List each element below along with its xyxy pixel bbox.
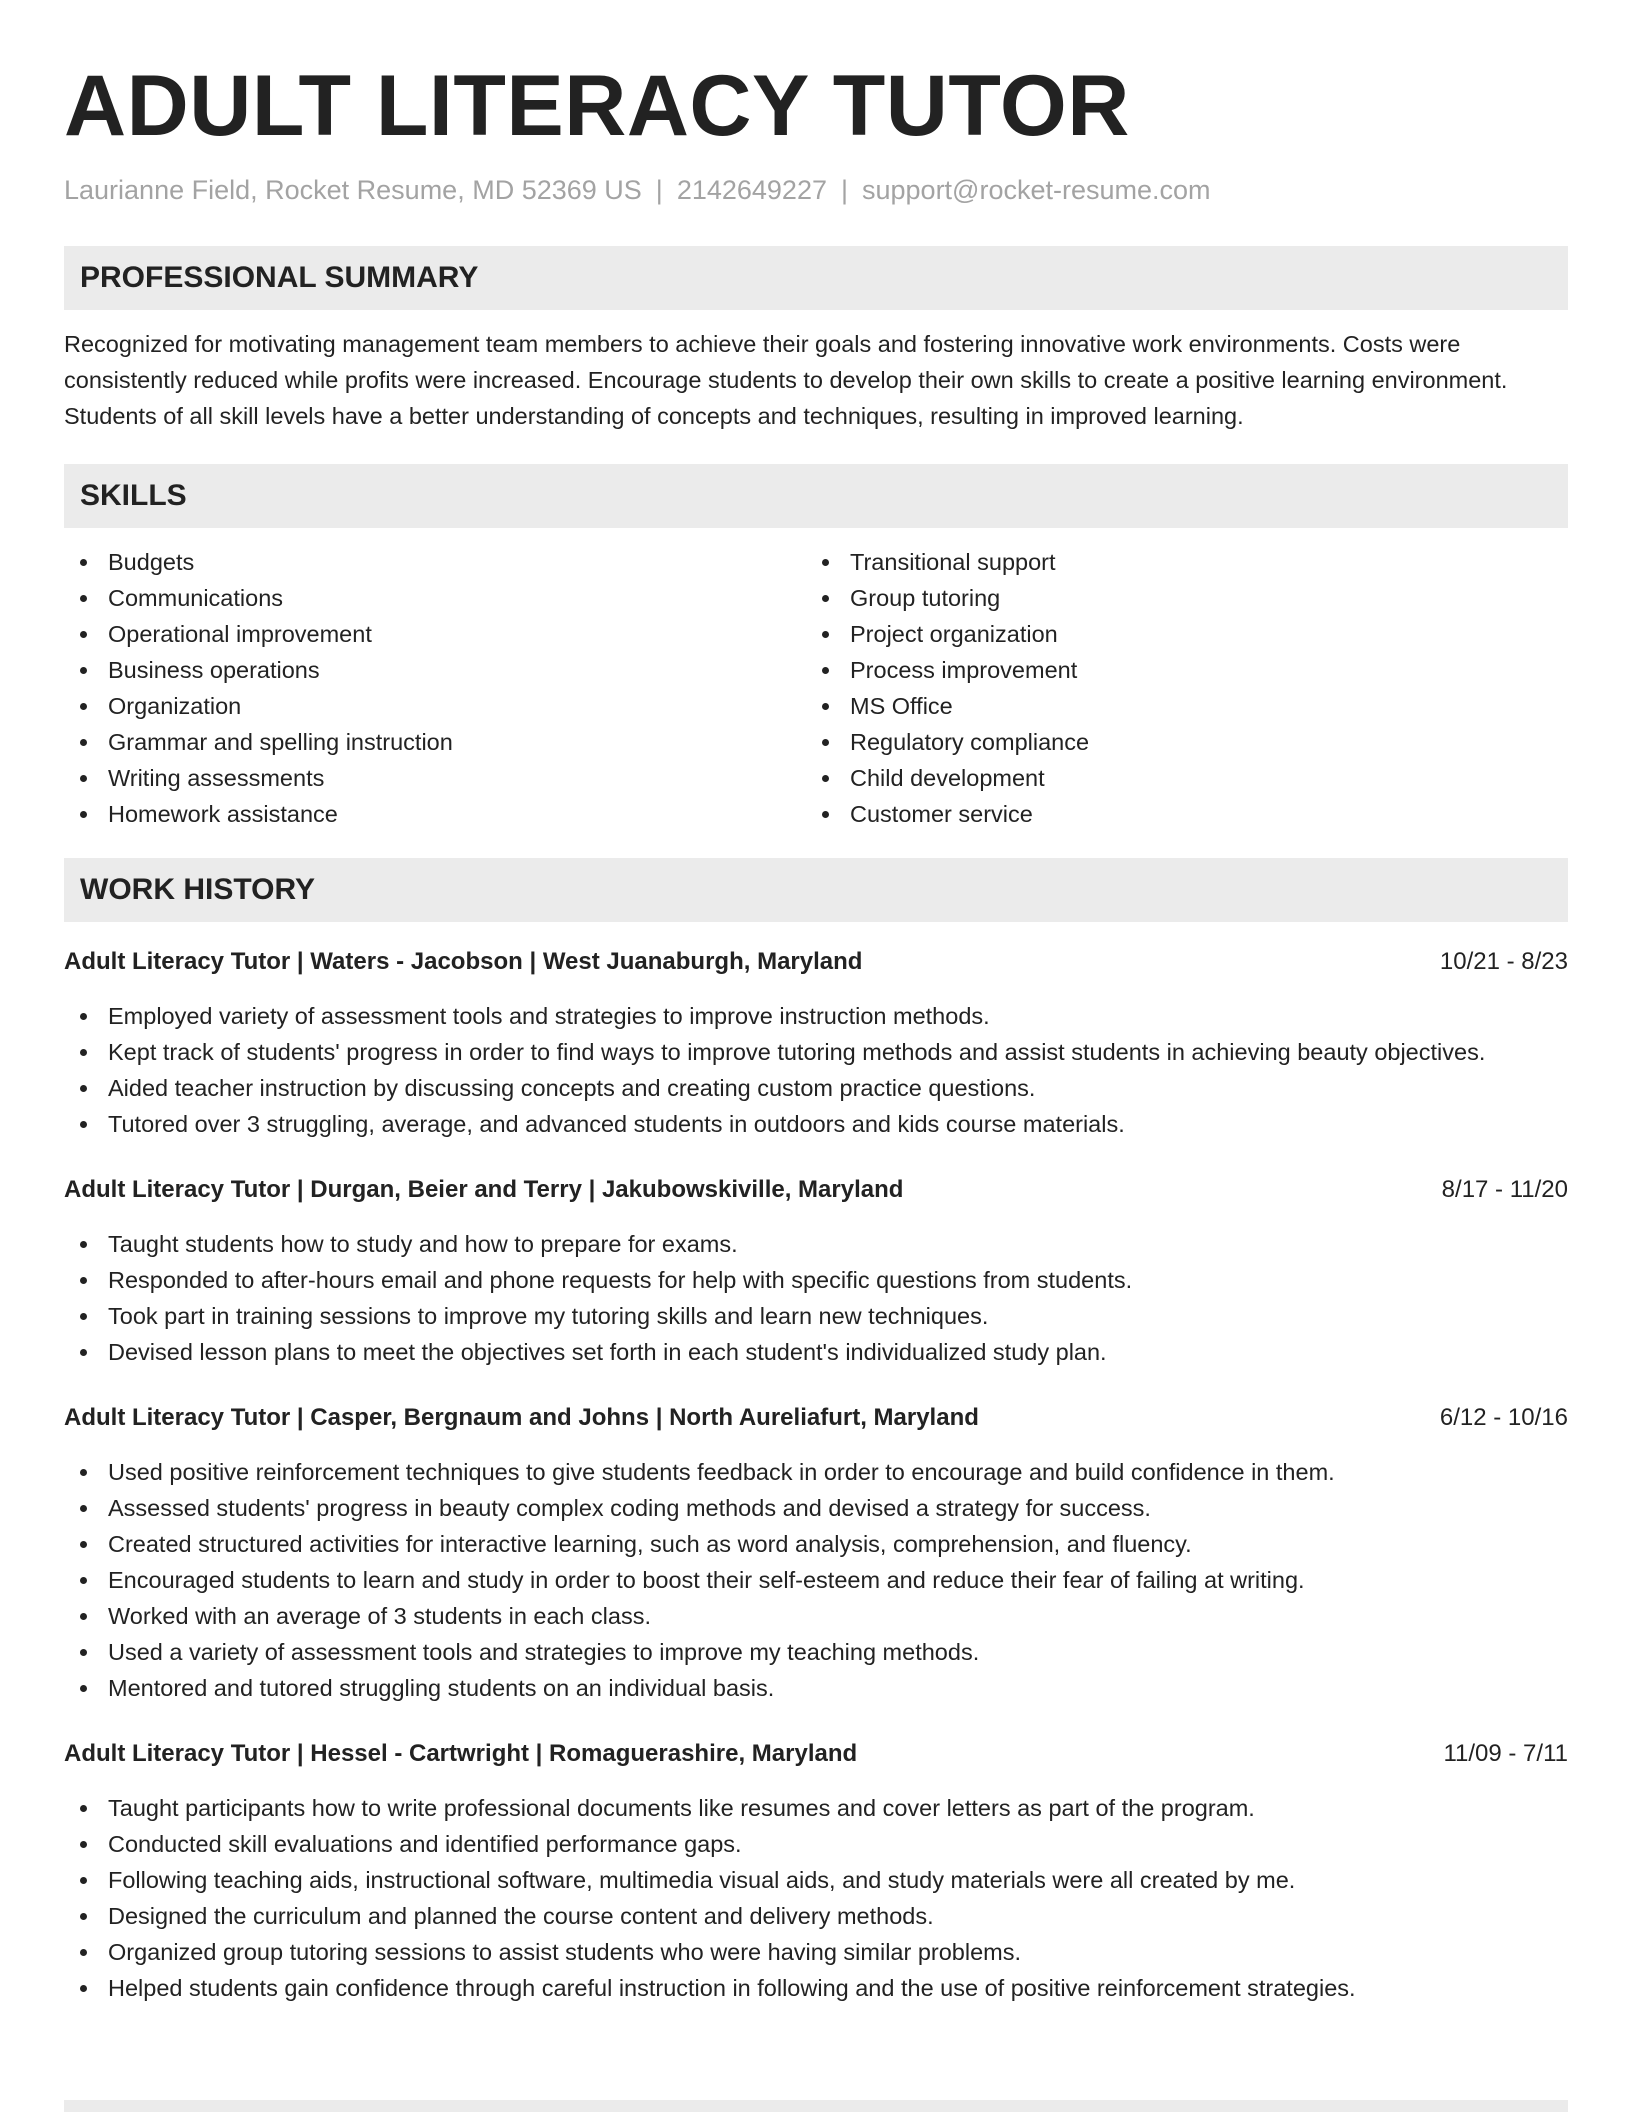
bullet-icon: [80, 1649, 87, 1656]
job-bullet-text: Created structured activities for interactive learning, such as word analysis, comprehension, and fluency.: [108, 1531, 1192, 1557]
job-bullet: [64, 1298, 1568, 1334]
job-bullet: [64, 1862, 1568, 1898]
resume-title: ADULT LITERACY TUTOR: [64, 58, 1130, 154]
job-header: [64, 1172, 1568, 1208]
job-bullet: [64, 1106, 1568, 1142]
job-bullet: [64, 1490, 1568, 1526]
section-heading-summary: PROFESSIONAL SUMMARY: [64, 246, 1568, 310]
bullet-icon: [80, 1541, 87, 1548]
bullet-icon: [80, 1121, 87, 1128]
skill-item-text: Customer service: [850, 801, 1033, 827]
job-header: [64, 944, 1568, 980]
skill-item-text: Transitional support: [850, 549, 1056, 575]
job-bullet-text: Mentored and tutored struggling students on an individual basis.: [108, 1675, 775, 1701]
skills-column-left: [64, 544, 806, 832]
job-bullet-text: Organized group tutoring sessions to assist students who were having similar problems.: [108, 1939, 1022, 1965]
job-bullet: [64, 1634, 1568, 1670]
job-bullet: [64, 1034, 1568, 1070]
job-bullet-list: [64, 1226, 1568, 1370]
job-entry: [64, 944, 1568, 1142]
contact-phone: 2142649227: [676, 175, 827, 205]
bullet-icon: [80, 667, 87, 674]
skill-item-text: Writing assessments: [108, 765, 325, 791]
skill-item-text: Budgets: [108, 549, 195, 575]
bullet-icon: [80, 1349, 87, 1356]
job-bullet: [64, 998, 1568, 1034]
bullet-icon: [80, 1913, 87, 1920]
job-title: Adult Literacy Tutor | Casper, Bergnaum and Johns | North Aureliafurt, Maryland: [64, 1404, 979, 1431]
job-bullet-text: Took part in training sessions to improve my tutoring skills and learn new techniques.: [108, 1303, 989, 1329]
job-entry: [64, 1172, 1568, 1370]
bullet-icon: [822, 595, 829, 602]
bullet-icon: [80, 1277, 87, 1284]
skill-item-text: Regulatory compliance: [850, 729, 1090, 755]
job-bullet-text: Used a variety of assessment tools and strategies to improve my teaching methods.: [108, 1639, 980, 1665]
skill-item: [64, 652, 806, 688]
job-bullet: [64, 1970, 1568, 2006]
next-section-heading-bar: [64, 2100, 1568, 2112]
contact-separator: |: [655, 175, 663, 205]
bullet-icon: [80, 703, 87, 710]
skill-item: [806, 688, 1548, 724]
skill-item: [806, 616, 1548, 652]
job-bullet-text: Following teaching aids, instructional software, multimedia visual aids, and study materials were all created by me.: [108, 1867, 1296, 1893]
bullet-icon: [822, 703, 829, 710]
skill-item-text: Grammar and spelling instruction: [108, 729, 453, 755]
bullet-icon: [80, 1877, 87, 1884]
bullet-icon: [80, 1241, 87, 1248]
bullet-icon: [822, 667, 829, 674]
job-bullet: [64, 1262, 1568, 1298]
contact-address: Laurianne Field, Rocket Resume, MD 52369 US: [64, 175, 642, 205]
summary-text: Recognized for motivating management team members to achieve their goals and fostering innovative work environments. Costs were consistently reduced while profits were increased. Encourage students to develop their own skills to create a positive learning environment. Students of all skill levels have a better understanding of concepts and techniques, resulting in improved learning.: [64, 331, 1508, 429]
bullet-icon: [80, 1613, 87, 1620]
job-bullet-text: Encouraged students to learn and study in order to boost their self-esteem and reduce their fear of failing at writing.: [108, 1567, 1305, 1593]
bullet-icon: [80, 775, 87, 782]
skill-item: [64, 724, 806, 760]
bullet-icon: [80, 1841, 87, 1848]
contact-email: support@rocket-resume.com: [862, 175, 1211, 205]
skills-list: [64, 544, 1568, 832]
job-bullet: [64, 1790, 1568, 1826]
job-bullet: [64, 1454, 1568, 1490]
job-entry: [64, 1736, 1568, 2006]
skill-item: [806, 652, 1548, 688]
job-bullet: [64, 1826, 1568, 1862]
job-bullet-list: [64, 1454, 1568, 1706]
skill-item-text: Organization: [108, 693, 242, 719]
skill-item: [64, 616, 806, 652]
job-dates: 11/09 - 7/11: [1443, 1740, 1568, 1767]
bullet-icon: [80, 739, 87, 746]
job-bullet: [64, 1562, 1568, 1598]
skill-item: [64, 760, 806, 796]
job-bullet-text: Assessed students' progress in beauty complex coding methods and devised a strategy for success.: [108, 1495, 1151, 1521]
skill-item: [64, 796, 806, 832]
bullet-icon: [80, 1505, 87, 1512]
job-bullet: [64, 1334, 1568, 1370]
bullet-icon: [80, 1685, 87, 1692]
contact-separator: |: [840, 175, 848, 205]
job-bullet-text: Taught participants how to write professional documents like resumes and cover letters as part of the program.: [108, 1795, 1255, 1821]
job-bullet-list: [64, 998, 1568, 1142]
contact-line: [64, 172, 1568, 208]
job-bullet-text: Tutored over 3 struggling, average, and advanced students in outdoors and kids course materials.: [108, 1111, 1125, 1137]
bullet-icon: [822, 811, 829, 818]
job-bullet: [64, 1670, 1568, 1706]
bullet-icon: [80, 811, 87, 818]
job-bullet: [64, 1934, 1568, 1970]
skill-item-text: Business operations: [108, 657, 320, 683]
skill-item-text: Operational improvement: [108, 621, 372, 647]
job-bullet-text: Designed the curriculum and planned the course content and delivery methods.: [108, 1903, 934, 1929]
job-dates: 6/12 - 10/16: [1439, 1404, 1568, 1431]
bullet-icon: [80, 1985, 87, 1992]
job-bullet-text: Devised lesson plans to meet the objectives set forth in each student's individualized study plan.: [108, 1339, 1107, 1365]
job-header: [64, 1400, 1568, 1436]
job-bullet-text: Conducted skill evaluations and identified performance gaps.: [108, 1831, 742, 1857]
job-header: [64, 1736, 1568, 1772]
bullet-icon: [80, 1313, 87, 1320]
bullet-icon: [822, 631, 829, 638]
section-heading-skills: SKILLS: [64, 464, 1568, 528]
skill-item: [806, 724, 1548, 760]
bullet-icon: [80, 1085, 87, 1092]
bullet-icon: [822, 559, 829, 566]
job-bullet-text: Used positive reinforcement techniques to give students feedback in order to encourage and build confidence in them.: [108, 1459, 1335, 1485]
job-bullet-text: Worked with an average of 3 students in each class.: [108, 1603, 651, 1629]
job-bullet: [64, 1070, 1568, 1106]
skill-item: [806, 760, 1548, 796]
skill-item-text: Group tutoring: [850, 585, 1001, 611]
job-bullet-text: Taught students how to study and how to prepare for exams.: [108, 1231, 738, 1257]
bullet-icon: [80, 631, 87, 638]
job-bullet-text: Aided teacher instruction by discussing concepts and creating custom practice questions.: [108, 1075, 1036, 1101]
work-history-list: [64, 944, 1568, 2006]
skill-item: [806, 544, 1548, 580]
job-bullet-list: [64, 1790, 1568, 2006]
bullet-icon: [822, 775, 829, 782]
job-bullet-text: Kept track of students' progress in order to find ways to improve tutoring methods and assist students in achieving beauty objectives.: [108, 1039, 1486, 1065]
bullet-icon: [80, 1577, 87, 1584]
skill-item-text: MS Office: [850, 693, 953, 719]
bullet-icon: [822, 739, 829, 746]
skill-item: [806, 580, 1548, 616]
resume-page: [64, 0, 1568, 2006]
job-bullet-text: Helped students gain confidence through careful instruction in following and the use of positive reinforcement strategies.: [108, 1975, 1356, 2001]
skill-item: [64, 580, 806, 616]
job-bullet-text: Responded to after-hours email and phone requests for help with specific questions from students.: [108, 1267, 1133, 1293]
skill-item: [64, 544, 806, 580]
skill-item-text: Process improvement: [850, 657, 1078, 683]
job-dates: 10/21 - 8/23: [1439, 948, 1568, 975]
skill-item: [64, 688, 806, 724]
job-title: Adult Literacy Tutor | Durgan, Beier and Terry | Jakubowskiville, Maryland: [64, 1176, 904, 1203]
bullet-icon: [80, 1013, 87, 1020]
job-bullet: [64, 1598, 1568, 1634]
bullet-icon: [80, 1949, 87, 1956]
skill-item-text: Homework assistance: [108, 801, 338, 827]
job-bullet: [64, 1898, 1568, 1934]
job-title: Adult Literacy Tutor | Hessel - Cartwright | Romaguerashire, Maryland: [64, 1740, 858, 1767]
bullet-icon: [80, 1469, 87, 1476]
bullet-icon: [80, 559, 87, 566]
skill-item-text: Communications: [108, 585, 284, 611]
bullet-icon: [80, 595, 87, 602]
skill-item: [806, 796, 1548, 832]
job-bullet: [64, 1226, 1568, 1262]
skills-column-right: [806, 544, 1548, 832]
job-dates: 8/17 - 11/20: [1441, 1176, 1568, 1203]
skill-item-text: Project organization: [850, 621, 1058, 647]
job-title: Adult Literacy Tutor | Waters - Jacobson | West Juanaburgh, Maryland: [64, 948, 863, 975]
job-entry: [64, 1400, 1568, 1706]
job-bullet-text: Employed variety of assessment tools and strategies to improve instruction methods.: [108, 1003, 990, 1029]
bullet-icon: [80, 1049, 87, 1056]
job-bullet: [64, 1526, 1568, 1562]
bullet-icon: [80, 1805, 87, 1812]
section-heading-work-history: WORK HISTORY: [64, 858, 1568, 922]
skill-item-text: Child development: [850, 765, 1045, 791]
